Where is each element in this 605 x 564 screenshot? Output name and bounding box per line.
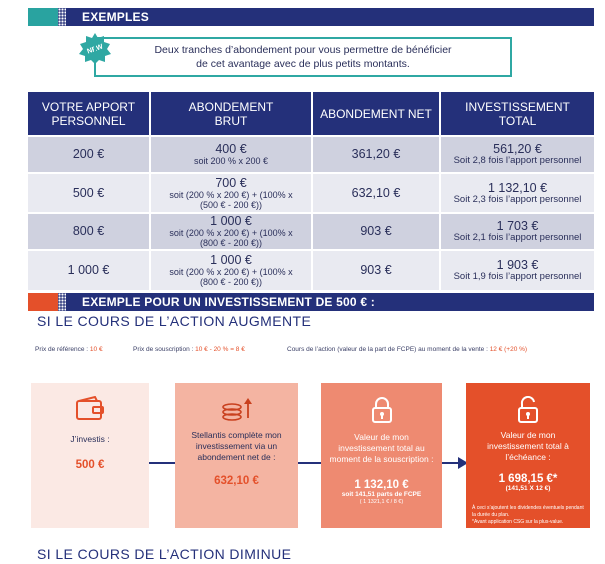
- card-amount: 500 €: [75, 459, 105, 471]
- wallet-icon: [75, 396, 105, 422]
- table-row: [28, 136, 594, 173]
- unlock-icon: [517, 396, 539, 424]
- cell-brut: 1 000 € soit (200 % x 200 €) + (100% x (800 € - 200 €)): [150, 250, 312, 290]
- abondement-table: [28, 92, 594, 290]
- card-note-csg: *Avant application CSG sur la plus-value.: [472, 519, 564, 525]
- col-header-total: INVESTISSEMENT TOTAL: [440, 92, 594, 136]
- heading-action-augmente: SI LE COURS DE L’ACTION AUGMENTE: [37, 313, 312, 329]
- cell-total: 1 132,10 € Soit 2,3 fois l’apport personnel: [440, 173, 594, 213]
- card-abondement: [175, 383, 298, 528]
- col-header-apport: VOTRE APPORT PERSONNEL: [28, 92, 150, 136]
- card-amount: 1 132,10 €: [354, 479, 409, 491]
- section-title: EXEMPLE POUR UN INVESTISSEMENT DE 500 € :: [82, 295, 375, 309]
- cell-brut: 1 000 € soit (200 % x 200 €) + (100% x (800 € - 200 €)): [150, 213, 312, 250]
- cell-net: 632,10 €: [312, 173, 440, 213]
- cell-apport: 200 €: [28, 136, 150, 173]
- heading-action-diminue: SI LE COURS DE L’ACTION DIMINUE: [37, 546, 292, 562]
- cours-action: Cours de l’action (valeur de la part de FCPE) au moment de la vente : 12 € (+20 %): [287, 346, 528, 353]
- card-label: J’investis :: [70, 434, 110, 444]
- card-valeur-echeance: [466, 383, 590, 528]
- cell-net: 903 €: [312, 250, 440, 290]
- cell-apport: 500 €: [28, 173, 150, 213]
- cell-total: 1 703 € Soit 2,1 fois l’apport personnel: [440, 213, 594, 250]
- card-amount: 1 698,15 €*: [498, 473, 558, 485]
- new-badge-label: NEW: [86, 43, 105, 56]
- table-header-row: [28, 92, 594, 136]
- cell-apport: 1 000 €: [28, 250, 150, 290]
- card-sub: (141,51 X 12 €): [505, 485, 551, 492]
- card-note-dividendes: À ceci s’ajoutent les dividendes éventuels pendant la durée du plan.: [472, 505, 584, 518]
- card-label: Valeur de mon investissement total au moment de la souscription :: [329, 432, 434, 464]
- section-banner-exemples: [28, 8, 594, 26]
- card-label: Valeur de mon investissement total à l’échéance :: [487, 430, 569, 462]
- prix-souscription: Prix de souscription : 10 € - 20 % = 8 €: [133, 346, 245, 353]
- table-row: [28, 250, 594, 290]
- card-valeur-souscription: [321, 383, 442, 528]
- section-title: EXEMPLES: [82, 10, 149, 24]
- info-line-1: Deux tranches d’abondement pour vous permettre de bénéficier: [154, 44, 452, 56]
- banner-stripe: [28, 8, 66, 26]
- info-line-2: de cet avantage avec de plus petits montants.: [196, 58, 410, 70]
- card-sub: soit 141,51 parts de FCPE: [341, 491, 422, 498]
- cell-total: 561,20 € Soit 2,8 fois l’apport personnel: [440, 136, 594, 173]
- lock-icon: [371, 396, 393, 424]
- new-info-box: [94, 37, 512, 77]
- coins-up-icon: [220, 396, 254, 422]
- banner-stripe: [28, 293, 66, 311]
- prix-reference: Prix de référence : 10 €: [35, 346, 103, 353]
- section-banner-exemple-500: [28, 293, 594, 311]
- table-row: [28, 173, 594, 213]
- col-header-brut: ABONDEMENT BRUT: [150, 92, 312, 136]
- cell-net: 361,20 €: [312, 136, 440, 173]
- card-label: Stellantis complète mon investissement via un abondement net de :: [191, 430, 282, 462]
- card-amount: 632,10 €: [214, 475, 259, 487]
- cell-brut: 400 € soit 200 % x 200 €: [150, 136, 312, 173]
- card-investis: [31, 383, 149, 528]
- cell-net: 903 €: [312, 213, 440, 250]
- cell-total: 1 903 € Soit 1,9 fois l’apport personnel: [440, 250, 594, 290]
- cell-brut: 700 € soit (200 % x 200 €) + (100% x (500 € - 200 €)): [150, 173, 312, 213]
- table-row: [28, 213, 594, 250]
- card-sub-detail: ( 1 1321,1 € / 8 €): [359, 499, 404, 505]
- col-header-net: ABONDEMENT NET: [312, 92, 440, 136]
- cell-apport: 800 €: [28, 213, 150, 250]
